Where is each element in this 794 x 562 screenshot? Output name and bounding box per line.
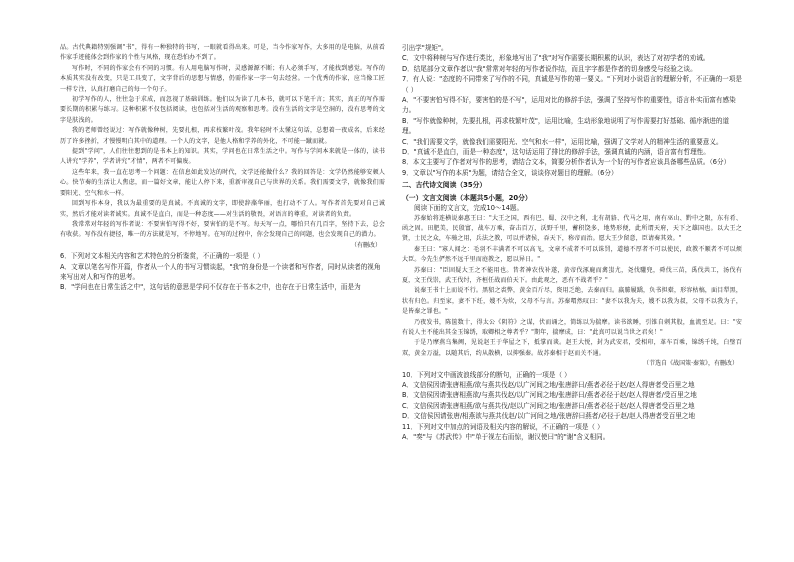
question-10-option-d: D．文信侯因请张唐/相燕欲与燕共伐赵/以广河间之地/张唐辞曰燕者/必径于赵/赵人得唐者受百里之地 [402,412,696,421]
question-6-option-a: A．文章以笔名写作开篇，作者从一个人的书写习惯谈起，"我"的身份是一个读者和写作者，同时从读者的视角来写出对人和写作的思考。 [60,262,381,281]
question-6-option-c: C．文中将种树与写作进行类比，形象地写出了"我"对写作需要长期积累的认识，表达了对初学者的劝诫。 [402,54,710,63]
question-9: 9．文章以"写作的本质"为题，请结合全文，谈谈你对题目的理解。（6分） [402,168,618,177]
section-title: 二、古代诗文阅读（35分） [402,181,487,190]
question-6-continuation: 引出学"规矩"。 [402,44,448,52]
classical-paragraph: 说秦王书十上而说不行。黑貂之裘弊，黄金百斤尽，资用乏绝，去秦而归。羸縢履蹻，负书担橐，形容枯槁，面目犁黑，状有归色。归至家，妻不下纴，嫂不为炊，父母不与言。苏秦喟然叹曰："妻不以我为夫，嫂不以我为叔，父母不以我为子，是皆秦之罪也。" [402,287,742,316]
question-6-option-d: D．结尾部分文章作者以"我"常常对年轻的写作者说作结，而且字字都是作者的切身感受与经验之谈。 [402,64,697,73]
classical-paragraph: 乃夜发书，陈箧数十，得太公《阴符》之谋，伏而诵之，简练以为揣摩。读书欲睡，引锥自刺其股，血流至足。曰："安有说人主不能出其金玉锦绣，取卿相之尊者乎？"期年，揣摩成，曰："此真可以说当世之君矣！" [402,318,742,336]
question-7-option-c: C．"我们需要文学，就像我们需要阳光、空气和水一样"，运用比喻，强调了文学对人的精神生活的重要意义。 [402,137,723,146]
passage-paragraph: 我常常对年轻的写作者说：不要害怕写得不好，要害怕的是不写。每天写一点，哪怕只有几百字，坚持下去，总会有收获。写作没有捷径，唯一的方法就是写，不停地写。在写的过程中，你会发现自己的问题，也会发现自己的潜力。 [60,220,385,239]
passage-paragraph: 品。古代典籍特别强调"书"，得有一种独特的书写，一眼就看得出来。可是，当今作家写作，大多用的是电脑，从前看作家手迹能体会到作家的个性与风格，现在恐怕办不到了。 [60,44,385,62]
question-7-option-d: D．"真诚不是直白，而是一种态度"，这句话运用了排比的修辞手法，强调真诚的内涵，语言富有哲理性。 [402,148,710,157]
classical-paragraph: 于是乃摩燕乌集阙，见说赵王于华屋之下，抵掌而谈。赵王大悦，封为武安君，受相印，革车百乘，锦绣千纯，白璧百双，黄金万溢，以随其后，约从散横，以抑强秦。故苏秦相于赵而关不通。 [402,339,742,357]
left-column [60,43,385,293]
question-7-stem: 7．有人说："态度的不同带来了写作的不同，真诚是写作的第一要义。"下列对小说语言的理解分析，不正确的一项是（ ） [402,75,742,94]
subsection-title: （一）文言文阅读（本题共5小题，20分） [402,193,532,202]
question-11-stem: 11．下列对文中加点的词语及相关内容的解说，不正确的一项是（ ） [402,422,604,431]
passage-paragraph: 我的老师曾经说过：写作就像种树，先要扎根，再求枝繁叶茂。我年轻时不太懂这句话，总想着一夜成名，后来经历了许多挫折，才慢慢明白其中的道理。一个人的文字，是他人格和学养的外化，不可能一蹴而就。 [60,127,385,145]
classical-source: （节选自《战国策·秦策》，有删改） [643,360,738,368]
question-11-option-a: A．"奏"与《苏武传》中"单于视左右而惊，谢汉使曰"的"谢"含义相同。 [402,433,610,442]
question-6-option-b: B．"学问也在日常生活之中"，这句话的意思是学问不仅存在于书本之中，也存在于日常生活中，而是为 [60,283,361,292]
reading-instruction: 阅读下面的文言文，完成10～14题。 [414,204,524,213]
passage-paragraph: 写作时，不同的作家会有不同的习惯。有人用电脑写作时，灵感源源不断；有人必须手写，才能找到感觉。写作的本质其实没有改变，只是工具变了，文字背后的思想与情感，仍需作家一字一句去经营。一个优秀的作家，应当像工匠一样专注，认真打磨自己的每一个句子。 [60,64,385,93]
question-10-option-a: A．文信侯因请张唐相燕/欲与燕共伐赵/以广河间之地/张唐辞曰/燕者必径于赵/赵人得唐者受百里之地 [402,381,695,389]
question-8: 8．本文主要写了作者对写作的思考，请结合文本，简要分析作者认为一个好的写作者应该具备哪些品质。（6分） [402,158,731,167]
classical-paragraph: 苏秦始将连横说秦惠王曰："大王之国，西有巴、蜀、汉中之利，北有胡貉、代马之用，南有巫山、黔中之限，东有肴、函之固。田肥美，民殷富，战车万乘，奋击百万，沃野千里，蓄积饶多，地势形便，此所谓天府，天下之雄国也。以大王之贤，士民之众，车骑之用，兵法之教，可以并诸侯，吞天下，称帝而治。愿大王少留意，臣请奏其效。" [402,214,742,243]
question-10-option-b: B．文信侯因请张唐相燕欲/与燕共伐赵/以广河间之地/张唐辞曰/燕者必径于赵/赵人得唐者/受百里之地 [402,391,697,400]
passage-paragraph: 初学写作的人，往往急于求成，而忽视了基础训练。他们以为读了几本书，就可以下笔千言；其实，真正的写作需要长期的积累与练习。这种积累不仅包括阅读，也包括对生活的观察和思考。没有生活的文字是空洞的，没有思考的文字是肤浅的。 [60,96,385,124]
right-column [402,43,742,442]
passage-paragraph: 回到写作本身，我以为最重要的是真诚。不真诚的文字，即使辞藻华丽，也打动不了人。写作者首先要对自己诚实，然后才能对读者诚实。真诚不是直白，而是一种态度——对生活的敬畏，对语言的尊重，对读者的负责。 [60,200,385,218]
passage-paragraph: 这些年来，我一直在思考一个问题：在信息如此发达的时代，文学还能做什么？我的回答是：文学仍然能够安顿人心。快节奏的生活让人焦虑，而一篇好文章，能让人停下来，重新审视自己与世界的关系。我们需要文学，就像我们需要阳光、空气和水一样。 [60,168,385,197]
question-7-option-a: A．"不要害怕写得不好，要害怕的是不写"，运用对比的修辞手法，强调了坚持写作的重要性，语言朴实而富有感染力。 [402,96,736,115]
question-10-option-c: C．文信侯因请张唐相燕/欲与燕共伐/赵以广河间之地/张唐辞曰/燕者必径于赵/赵人得唐者受百里之地 [402,401,695,410]
classical-paragraph: 苏秦曰："臣固疑大王之不能用也。昔者神农伐补遂，黄帝伐涿鹿而禽蚩尤，尧伐驩兜，舜伐三苗，禹伐共工，汤伐有夏，文王伐崇，武王伐纣，齐桓任战而伯天下。由此观之，恶有不战者乎？" [402,266,742,284]
classical-paragraph: 秦王曰："寡人闻之：毛羽不丰满者不可以高飞，文章不成者不可以诛罚，道德不厚者不可以使民，政教不顺者不可以烦大臣。今先生俨然不远千里而庭教之，愿以异日。" [402,245,742,264]
question-6-stem: 6．下列对文本相关内容和艺术特色的分析鉴赏，不正确的一项是（ ） [60,252,265,261]
question-10-stem: 10．下列对文中画波浪线部分的断句，正确的一项是（ ） [402,370,571,379]
question-7-option-b: B．"写作就像种树，先要扎根，再求枝繁叶茂"，运用比喻，生动形象地说明了写作需要打好基础、循序渐进的道理。 [402,116,730,136]
passage-paragraph: 提到"学问"，人们往往想到的是书本上的知识。其实，学问也在日常生活之中。写作与学问本来就是一体的，读书人讲究"学养"，学者讲究"才情"，两者不可偏废。 [60,148,385,166]
passage-source: （有删改） [350,241,381,249]
